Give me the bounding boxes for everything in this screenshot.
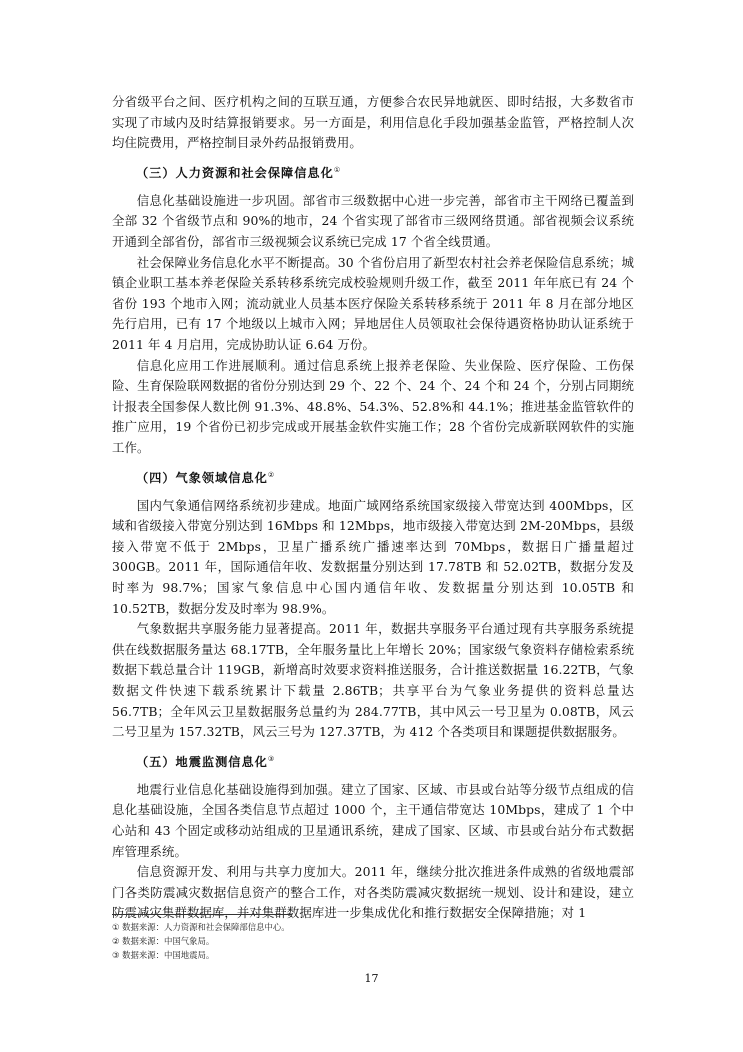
section-heading-hr-social-security xyxy=(112,160,634,183)
paragraph: 信息化应用工作进展顺利。通过信息系统上报养老保险、失业保险、医疗保险、工伤保险、生育保险联网数据的省份分别达到 29 个、22 个、24 个、24 个和 24 个，分别占同期统计报表全国参保人数比例 91.3%、48.8%、54.3%、52.8%和 44.1%；推进基金监管软件的推广应用，19 个省份已初步完成或开展基金软件实施工作；28 个省份完成新联网软件的实施工作。 xyxy=(112,357,634,455)
footnote-mark: ① xyxy=(333,165,342,174)
footnote: ② 数据来源：中国气象局。 xyxy=(112,936,215,946)
section-heading-seismic xyxy=(112,749,634,772)
section-heading-meteorology xyxy=(112,465,634,488)
footnote-divider xyxy=(112,914,292,915)
page-body xyxy=(112,92,634,924)
paragraph: 气象数据共享服务能力显著提高。2011 年，数据共享服务平台通过现有共享服务系统提供在线数据服务量达 68.17TB，全年服务量比上年增长 20%；国家级气象资料存储检索系统数据下载总量合计 119GB，新增高时效要求资料推送服务，合计推送数据量 16.22TB，气象数据文件快速下载系统累计下载量 2.86TB；共享平台为气象业务提供的资料总量达 56.7TB；全年风云卫星数据服务总量约为 284.77TB，其中风云一号卫星为 0.08TB，风云二号卫星为 157.32TB，风云三号为 127.37TB，为 412 个各类项目和课题提供数据服务。 xyxy=(112,621,634,740)
footnote-mark: ② xyxy=(267,470,276,479)
section-heading-text: （三）人力资源和社会保障信息化 xyxy=(136,165,334,180)
paragraph: 信息资源开发、利用与共享力度加大。2011 年，继续分批次推进条件成熟的省级地震部门各类防震减灾数据信息资产的整合工作，对各类防震减灾数据统一规划、设计和建设，建立防震减灾集群数据库，并对集群数据库进一步集成优化和推行数据安全保障措施；对 1 xyxy=(112,864,634,921)
section-heading-text: （四）气象领域信息化 xyxy=(136,470,268,485)
paragraph: 地震行业信息化基础设施得到加强。建立了国家、区域、市县或台站等分级节点组成的信息化基础设施，全国各类信息节点超过 1000 个，主干通信带宽达 10Mbps，建成了 1 个中心站和 43 个固定或移动站组成的卫星通讯系统，建成了国家、区域、市县或台站分布式数据库管理系统。 xyxy=(112,781,634,859)
page-number: 17 xyxy=(364,972,379,985)
paragraph: 社会保障业务信息化水平不断提高。30 个省份启用了新型农村社会养老保险信息系统；城镇企业职工基本养老保险关系转移系统完成校验规则升级工作，截至 2011 年年底已有 24 个省份 193 个地市入网；流动就业人员基本医疗保险关系转移系统于 2011 年 8 月在部分地区先行启用，已有 17 个地级以上城市入网；异地居住人员领取社会保待遇资格协助认证系统于 2011 年 4 月启用，完成协助认证 6.64 万份。 xyxy=(112,254,634,352)
footnote-mark: ③ xyxy=(267,754,276,763)
footnote: ③ 数据来源：中国地震局。 xyxy=(112,950,215,960)
paragraph: 信息化基础设施进一步巩固。部省市三级数据中心进一步完善，部省市主干网络已覆盖到全部 32 个省级节点和 90%的地市，24 个省实现了部省市三级网络贯通。部省视频会议系统开通到全部省份，部省市三级视频会议系统已完成 17 个省全线贯通。 xyxy=(112,192,634,250)
section-heading-text: （五）地震监测信息化 xyxy=(136,754,268,769)
footnotes xyxy=(112,920,512,962)
paragraph: 国内气象通信网络系统初步建成。地面广域网络系统国家级接入带宽达到 400Mbps，区域和省级接入带宽分别达到 16Mbps 和 12Mbps，地市级接入带宽达到 2M-20Mbps，县级接入带宽不低于 2Mbps，卫星广播系统广播速率达到 70Mbps，数据日广播量超过 300GB。2011 年，国际通信年收、发数据量分别达到 17.78TB 和 52.02TB，数据分发及时率为 98.7%；国家气象信息中心国内通信年收、发数据量分别达到 10.05TB 和 10.52TB，数据分发及时率为 98.9%。 xyxy=(112,497,634,616)
paragraph-continued: 分省级平台之间、医疗机构之间的互联互通，方便参合农民异地就医、即时结报，大多数省市实现了市域内及时结算报销要求。另一方面是，利用信息化手段加强基金监管，严格控制人次均住院费用，严格控制目录外药品报销费用。 xyxy=(112,94,634,151)
footnote: ① 数据来源：人力资源和社会保障部信息中心。 xyxy=(112,922,290,932)
